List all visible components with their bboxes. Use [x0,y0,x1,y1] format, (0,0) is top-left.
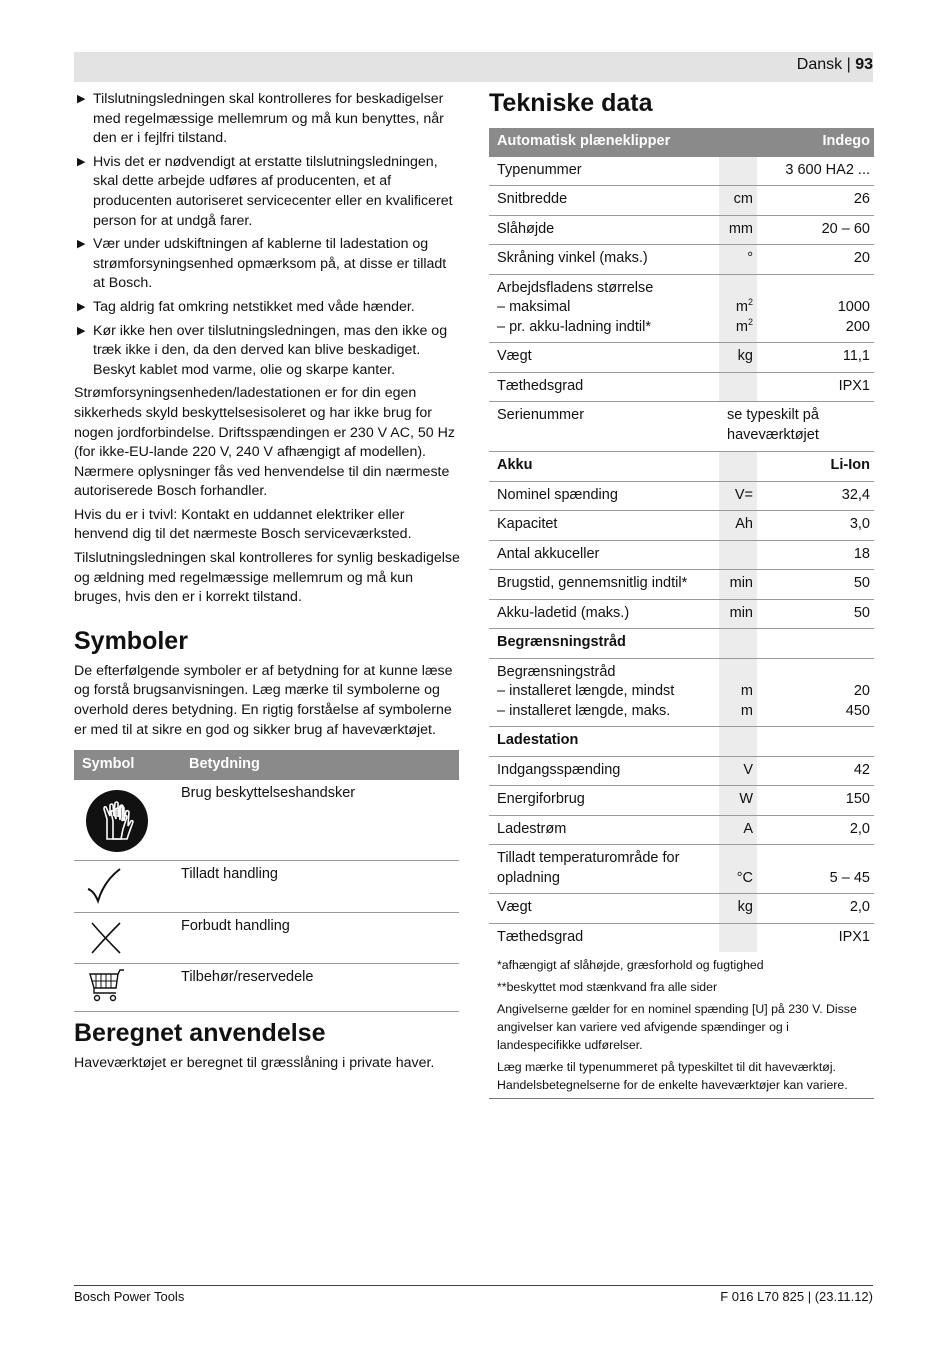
bullet-text: Kør ikke hen over tilslutningsledningen, mas den ikke og træk ikke i den, da den derved kan blive beskadiget. Beskyt kablet mod varme, olie og skarpe kanter. [93,322,448,378]
symbol-meaning: Tilbehør/reservedele [181,964,459,1012]
bullet-text: Hvis det er nødvendigt at erstatte tilslutningsledningen, skal dette arbejde udføres af producenten, et af producenten autoriseret servicecenter eller en kvalificeret person for at undgå farer. [93,153,453,229]
table-row: Tæthedsgrad IPX1 [489,372,874,402]
triangle-bullet-icon: ▶ [77,93,86,105]
bullet-text: Tilslutningsledningen skal kontrolleres for beskadigelser med regelmæssige mellemrum og må kun benyttes, når den er i fejlfri tilstand. [93,91,444,147]
bullet-item [74,90,460,149]
table-row [74,861,459,913]
section-name: Dansk [796,56,843,73]
symbol-meaning: Brug beskyttelseshandsker [181,780,459,861]
left-column [74,90,460,1078]
triangle-bullet-icon: ▶ [77,155,86,168]
cart-icon [86,968,126,1004]
right-column [489,88,874,1099]
usage-text: Haveværktøjet er beregnet til græsslåning i private haver. [74,1055,435,1071]
page-number: 93 [855,56,873,73]
gloves-icon [86,790,148,852]
symbol-meaning: Tilladt handling [181,861,459,913]
paragraph: Tilslutningsledningen skal kontrolleres for synlig beskadigelse og ældning med regelmæssige mellemrum og må kun bruges, hvis den er i korrekt tilstand. [74,550,460,606]
table-row: Ladestrøm A 2,0 [489,815,874,845]
table-row: Serienummer se typeskilt på haveværktøjet [489,402,874,452]
footer-docnumber: F 016 L70 825 | (23.11.12) [720,1289,873,1304]
table-row: Vægt kg 2,0 [489,894,874,924]
table-row: Typenummer 3 600 HA2 ... [489,157,874,186]
bullet-text: Tag aldrig fat omkring netstikket med våde hænder. [93,298,415,315]
column-header-symbol: Symbol [74,750,181,780]
triangle-bullet-icon: ▶ [77,300,86,313]
footnote: Læg mærke til typenummeret på typeskiltet til dit haveværktøj. Handelsbetegnelserne for de enkelte haveværktøjer kan variere. [497,1060,848,1092]
table-row: Nominel spænding V= 32,4 [489,481,874,511]
table-row: Tilladt temperaturområde for opladning °C 5 – 45 [489,845,874,894]
page-header: Dansk | 93 [796,56,873,73]
bullet-item [74,298,460,318]
table-row: Indgangsspænding V 42 [489,756,874,786]
table-row: Begrænsningstråd [489,629,874,659]
usage-heading: Beregnet anvendelse [74,1019,326,1047]
checkmark-icon [86,865,126,905]
header-label: Automatisk plæneklipper [489,128,719,157]
footer-brand: Bosch Power Tools [74,1289,185,1304]
symbols-heading: Symboler [74,626,188,655]
table-row: Arbejdsfladens størrelse – maksimal – pr. akku-ladning indtil* $m^2$ $m^2$ 1000 200 [489,274,874,343]
tech-notes [489,956,874,1099]
tech-table [489,128,874,952]
table-row: Kapacitet Ah 3,0 [489,511,874,541]
header-value: Indego [757,128,874,157]
cross-icon [86,917,126,957]
paragraph: Hvis du er i tvivl: Kontakt en uddannet elektriker eller henvend dig til det nærmeste Bosch serviceværksted. [74,506,412,543]
table-row: Begrænsningstråd – installeret længde, mindst – installeret længde, maks. m m 20 450 [489,658,874,727]
bullet-text: Vær under udskiftningen af kablerne til ladestation og strømforsyningsenhed opmærksom på, at disse er tilladt at Bosch. [93,236,447,292]
table-row: Snitbredde cm 26 [489,186,874,216]
bullet-item [74,235,460,294]
table-row [74,780,459,861]
paragraph: Strømforsyningsenheden/ladestationen er for din egen sikkerheds skyld beskyttelsesisoleret og har ikke brug for nogen jordforbindelse. Driftsspændingen er 230 V AC, 50 Hz (for ikke-EU-lande 220 V, 240 V afhængigt af modellen). Nærmere oplysninger fås ved henvendelse til din nærmeste autoriserede Bosch forhandler. [74,385,455,500]
footnote: Angivelserne gælder for en nominel spænding [U] på 230 V. Disse angivelser kan variere ved afvigende spændinger og i landespecifikke udførelser. [497,1002,857,1052]
tech-heading: Tekniske data [489,89,653,117]
tech-table-header [489,128,874,157]
symbol-meaning: Forbudt handling [181,912,459,964]
bullet-item [74,153,460,231]
column-header-meaning: Betydning [181,750,459,780]
table-row: Energiforbrug W 150 [489,786,874,816]
table-row: Slåhøjde mm 20 – 60 [489,215,874,245]
triangle-bullet-icon: ▶ [77,324,86,337]
footnote: **beskyttet mod stænkvand fra alle sider [497,980,718,994]
table-row: Skråning vinkel (maks.) ° 20 [489,245,874,275]
footer-divider [74,1285,873,1286]
bullet-item [74,322,460,381]
table-row: Brugstid, gennemsnitlig indtil* min 50 [489,570,874,600]
symbol-table-header [74,750,459,780]
header-bar [74,52,873,82]
table-row: Akku Li-Ion [489,452,874,482]
symbols-intro: De efterfølgende symboler er af betydning for at kunne læse og forstå brugsanvisningen. Læg mærke til symbolerne og overhold deres betydning. En rigtig forståelse af symbolerne er med til at sikre en god og sikker brug af haveværktøjet. [74,662,453,738]
table-row: Tæthedsgrad IPX1 [489,923,874,952]
footnote: *afhængigt af slåhøjde, græsforhold og fugtighed [497,958,764,972]
table-row: Antal akkuceller 18 [489,540,874,570]
table-row: Ladestation [489,727,874,757]
symbol-table [74,750,459,1012]
table-row [74,964,459,1012]
table-row: Vægt kg 11,1 [489,343,874,373]
triangle-bullet-icon: ▶ [77,238,86,251]
table-row [74,912,459,964]
table-row: Akku-ladetid (maks.) min 50 [489,599,874,629]
